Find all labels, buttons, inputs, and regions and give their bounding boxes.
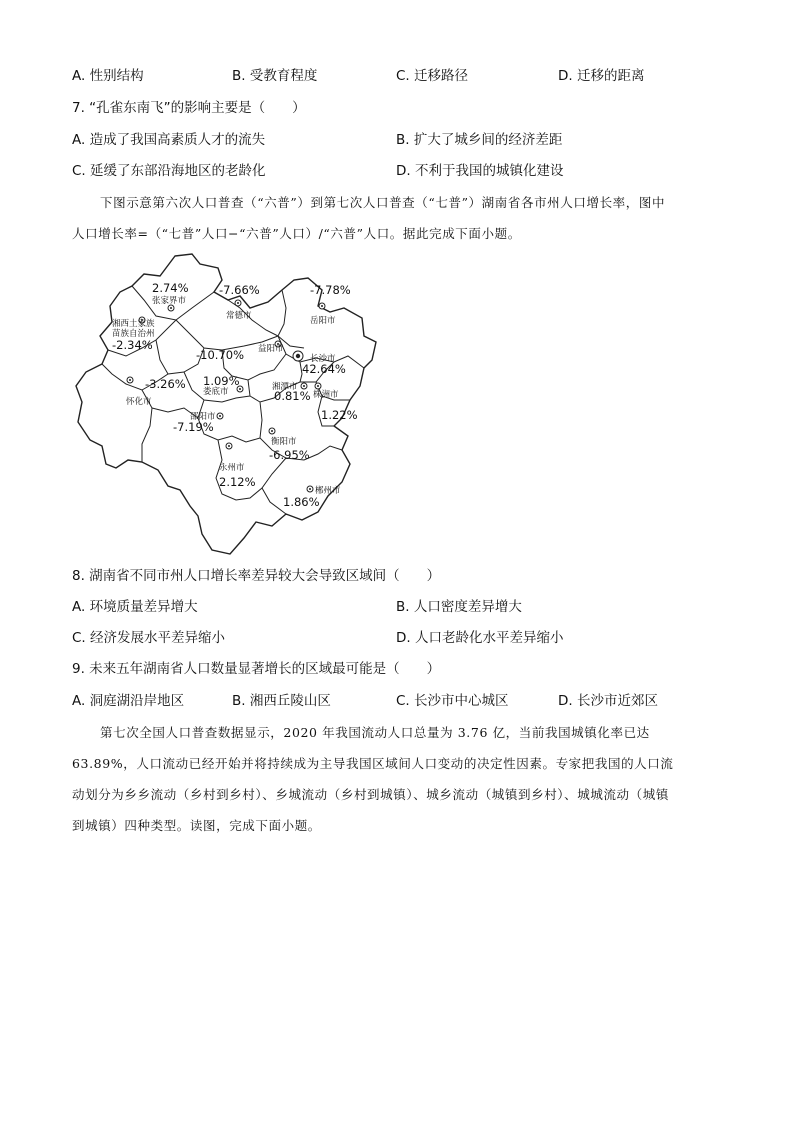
name-zhuzhou: 株洲市 bbox=[313, 390, 339, 400]
q7-option-b: B. 扩大了城乡间的经济差距 bbox=[396, 132, 563, 148]
name-yiyang: 益阳市 bbox=[258, 344, 284, 354]
q9-option-b: B. 湘西丘陵山区 bbox=[232, 693, 331, 709]
rate-zhangjiajie: 2.74% bbox=[152, 281, 189, 295]
rate-changde: -7.66% bbox=[219, 283, 260, 297]
q7-option-c: C. 延缓了东部沿海地区的老龄化 bbox=[72, 163, 266, 179]
migration-intro-line-4: 到城镇）四种类型。读图，完成下面小题。 bbox=[72, 818, 321, 833]
name-loudi: 娄底市 bbox=[203, 387, 229, 397]
q8-option-a: A. 环境质量差异增大 bbox=[72, 599, 198, 615]
name-changsha: 长沙市 bbox=[310, 354, 336, 364]
q6-option-d: D. 迁移的距离 bbox=[558, 68, 645, 84]
q8-option-d: D. 人口老龄化水平差异缩小 bbox=[396, 630, 564, 646]
q6-option-b: B. 受教育程度 bbox=[232, 68, 318, 84]
rate-hengyang: -6.95% bbox=[269, 448, 310, 462]
q9-option-d: D. 长沙市近郊区 bbox=[558, 693, 658, 709]
rate-xiangxi: -2.34% bbox=[112, 338, 153, 352]
q7-option-d: D. 不利于我国的城镇化建设 bbox=[396, 163, 564, 179]
name-zhangjiajie: 张家界市 bbox=[152, 296, 187, 306]
name-chenzhou: 郴州市 bbox=[315, 486, 341, 496]
migration-intro-line-3: 动划分为乡乡流动（乡村到乡村）、乡城流动（乡村到城镇）、城乡流动（城镇到乡村）、城城流动（城镇 bbox=[72, 787, 669, 802]
rate-yueyang: -7.78% bbox=[310, 283, 351, 297]
q7-option-a: A. 造成了我国高素质人才的流失 bbox=[72, 132, 266, 148]
migration-intro-line-2: 63.89%，人口流动已经开始并将持续成为主导我国区域间人口变动的决定性因素。专家把我国的人口流 bbox=[72, 756, 674, 771]
q8-option-c: C. 经济发展水平差异缩小 bbox=[72, 630, 226, 646]
hunan-population-growth-map bbox=[72, 250, 392, 560]
name-yongzhou: 永州市 bbox=[219, 463, 245, 473]
rate-loudi: 1.09% bbox=[203, 374, 240, 388]
name-huaihua: 怀化市 bbox=[126, 397, 152, 407]
name-changde: 常德市 bbox=[226, 311, 252, 321]
name-hengyang: 衡阳市 bbox=[271, 437, 297, 447]
name-xiangtan: 湘潭市 bbox=[272, 382, 298, 392]
name-yueyang: 岳阳市 bbox=[310, 316, 336, 326]
rate-yongzhou: 2.12% bbox=[219, 475, 256, 489]
rate-huaihua: -3.26% bbox=[145, 377, 186, 391]
map-intro-line-2: 人口增长率=（“七普”人口−“六普”人口）/“六普”人口。据此完成下面小题。 bbox=[72, 226, 521, 241]
rate-chenzhou: 1.86% bbox=[283, 495, 320, 509]
map-intro-line-1: 下图示意第六次人口普查（“六普”）到第七次人口普查（“七普”）湖南省各市州人口增长率，图中 bbox=[100, 195, 666, 210]
q8-option-b: B. 人口密度差异增大 bbox=[396, 599, 522, 615]
q9-option-a: A. 洞庭湖沿岸地区 bbox=[72, 693, 185, 709]
migration-intro-paragraph bbox=[72, 717, 722, 841]
rate-zhuzhou: 1.22% bbox=[321, 408, 358, 422]
q7-stem: 7. “孔雀东南飞”的影响主要是（ ） bbox=[72, 100, 306, 116]
migration-intro-line-1: 第七次全国人口普查数据显示，2020 年我国流动人口总量为 3.76 亿，当前我国城镇化率已达 bbox=[100, 725, 650, 740]
q9-option-c: C. 长沙市中心城区 bbox=[396, 693, 509, 709]
rate-changsha: 42.64% bbox=[302, 362, 346, 376]
map-intro-paragraph bbox=[72, 187, 722, 249]
name-shaoyang: 邵阳市 bbox=[190, 412, 216, 422]
q8-stem: 8. 湖南省不同市州人口增长率差异较大会导致区域间（ ） bbox=[72, 568, 441, 584]
rate-xiangtan: 0.81% bbox=[274, 389, 311, 403]
rate-shaoyang: -7.19% bbox=[173, 420, 214, 434]
name-xiangxi-1: 湘西土家族 bbox=[112, 319, 155, 329]
q6-option-a: A. 性别结构 bbox=[72, 68, 144, 84]
name-xiangxi-2: 苗族自治州 bbox=[112, 329, 155, 339]
q6-option-c: C. 迁移路径 bbox=[396, 68, 469, 84]
rate-yiyang: -10.70% bbox=[196, 348, 244, 362]
q9-stem: 9. 未来五年湖南省人口数量显著增长的区域最可能是（ ） bbox=[72, 661, 441, 677]
